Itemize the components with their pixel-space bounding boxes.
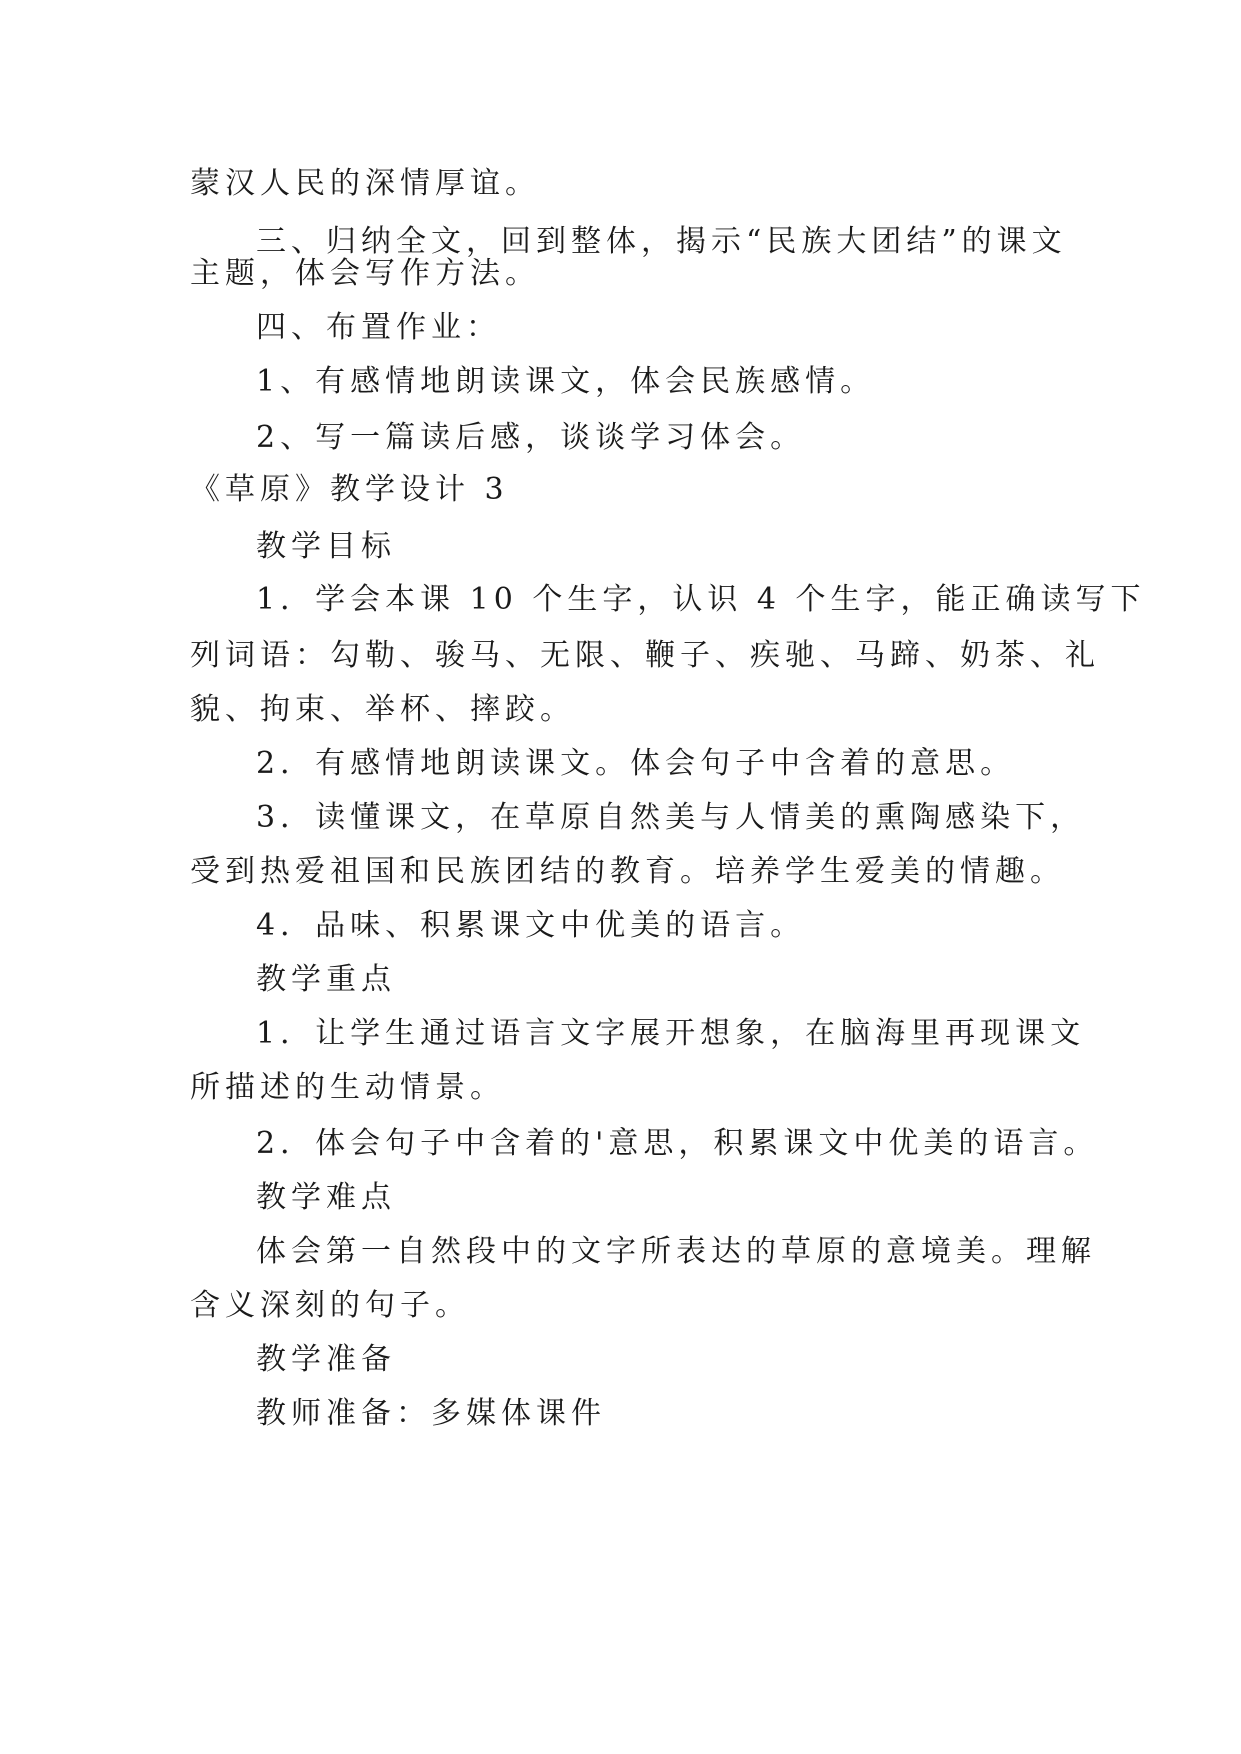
text-line: 含义深刻的句子。 bbox=[190, 1288, 470, 1323]
text-line: 貌、拘束、举杯、摔跤。 bbox=[190, 692, 575, 727]
text-line: 四、布置作业： bbox=[256, 310, 501, 345]
list-item: 1．学会本课 10 个生字，认识 4 个生字，能正确读写下 bbox=[256, 582, 1146, 617]
text-line: 蒙汉人民的深情厚谊。 bbox=[190, 166, 540, 201]
list-item: 2．有感情地朗读课文。体会句子中含着的意思。 bbox=[256, 746, 1016, 781]
text-line: 体会第一自然段中的文字所表达的草原的意境美。理解 bbox=[256, 1234, 1096, 1269]
text-line: 所描述的生动情景。 bbox=[190, 1070, 505, 1105]
section-title: 《草原》教学设计 3 bbox=[190, 472, 509, 507]
list-item: 1、有感情地朗读课文，体会民族感情。 bbox=[256, 364, 876, 399]
list-item: 2．体会句子中含着的'意思，积累课文中优美的语言。 bbox=[256, 1126, 1099, 1161]
text-line: 受到热爱祖国和民族团结的教育。培养学生爱美的情趣。 bbox=[190, 854, 1065, 889]
text-line: 教师准备：多媒体课件 bbox=[256, 1396, 606, 1431]
list-item: 4．品味、积累课文中优美的语言。 bbox=[256, 908, 806, 943]
section-heading: 教学重点 bbox=[256, 962, 396, 997]
section-heading: 教学目标 bbox=[256, 529, 396, 564]
list-item: 1．让学生通过语言文字展开想象，在脑海里再现课文 bbox=[256, 1016, 1086, 1051]
text-line: 主题，体会写作方法。 bbox=[190, 256, 540, 291]
text-line: 三、归纳全文，回到整体，揭示“民族大团结”的课文 bbox=[256, 224, 1067, 259]
section-heading: 教学准备 bbox=[256, 1342, 396, 1377]
text-line: 列词语：勾勒、骏马、无限、鞭子、疾驰、马蹄、奶茶、礼 bbox=[190, 638, 1100, 673]
list-item: 2、写一篇读后感，谈谈学习体会。 bbox=[256, 420, 806, 455]
section-heading: 教学难点 bbox=[256, 1180, 396, 1215]
list-item: 3．读懂课文，在草原自然美与人情美的熏陶感染下， bbox=[256, 800, 1086, 835]
